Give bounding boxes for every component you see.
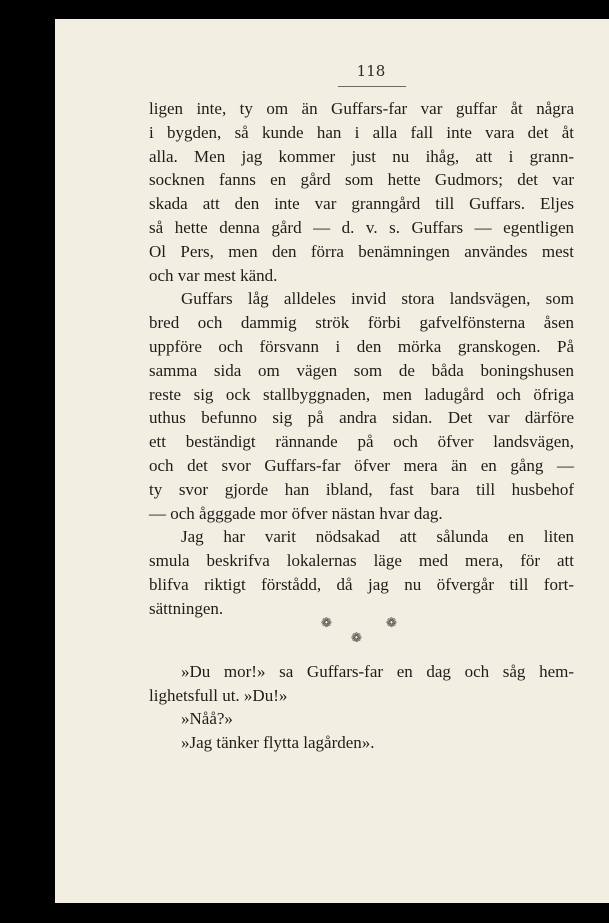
text-line: Jag har varit nödsakad att sålunda en liten bbox=[181, 527, 574, 547]
text-line: »Nåå?» bbox=[181, 709, 233, 728]
text-line: — och ågggade mor öfver nästan hvar dag. bbox=[149, 503, 443, 523]
text-line: bred och dammig strök förbi gafvelfönsterna åsen bbox=[149, 313, 574, 333]
text-line: alla. Men jag kommer just nu ihåg, att i grann- bbox=[149, 146, 574, 166]
text-line: »Jag tänker flytta lagården». bbox=[181, 733, 375, 752]
text-line: samma sida om vägen som de båda boningshusen bbox=[149, 360, 574, 380]
text-line: lighetsfull ut. »Du!» bbox=[149, 685, 288, 705]
text-line: skada att den inte var granngård till Guffars. Eljes bbox=[149, 194, 574, 214]
ornament-flower-icon: ❁ bbox=[386, 616, 397, 631]
ornament-flower-icon: ❁ bbox=[321, 616, 332, 631]
page-number: 118 bbox=[356, 62, 386, 80]
text-line: socknen fanns en gård som hette Gudmors; det var bbox=[149, 170, 574, 190]
text-line: i bygden, så kunde han i alla fall inte vara det åt bbox=[149, 122, 574, 142]
text-line: ligen inte, ty om än Guffars-far var guffar åt några bbox=[149, 99, 574, 118]
dialogue-line bbox=[149, 707, 574, 731]
text-line: sättningen. bbox=[149, 598, 224, 618]
text-line: smula beskrifva lokalernas läge med mera, för att bbox=[149, 551, 574, 571]
text-line: uppföre och försvann i den mörka granskogen. På bbox=[149, 336, 574, 356]
text-line: ett beständigt rännande på och öfver landsvägen, bbox=[149, 432, 574, 452]
text-line: reste sig ock stallbyggnaden, men ladugård och öfriga bbox=[149, 384, 574, 404]
text-line: »Du mor!» sa Guffars-far en dag och såg hem- bbox=[181, 662, 574, 681]
text-line: blifva riktigt förstådd, då jag nu öfvergår till fort- bbox=[149, 574, 574, 594]
text-line: Guffars låg alldeles invid stora landsvägen, som bbox=[181, 289, 574, 309]
body-text bbox=[149, 97, 574, 621]
page-number-rule bbox=[338, 86, 406, 87]
text-line: uthus befunno sig på andra sidan. Det var därföre bbox=[149, 408, 574, 428]
dialogue-line bbox=[149, 660, 574, 708]
ornament-flower-icon: ❁ bbox=[351, 631, 362, 646]
text-line: och var mest känd. bbox=[149, 265, 278, 285]
book-page bbox=[55, 19, 609, 903]
text-line: så hette denna gård — d. v. s. Guffars — egentligen bbox=[149, 217, 574, 237]
dialogue-line bbox=[149, 731, 574, 755]
text-line: ty svor gjorde han ibland, fast bara till husbehof bbox=[149, 479, 574, 499]
text-line: Ol Pers, men den förra benämningen användes mest bbox=[149, 241, 574, 261]
text-line: och det svor Guffars-far öfver mera än en gång — bbox=[149, 455, 574, 475]
